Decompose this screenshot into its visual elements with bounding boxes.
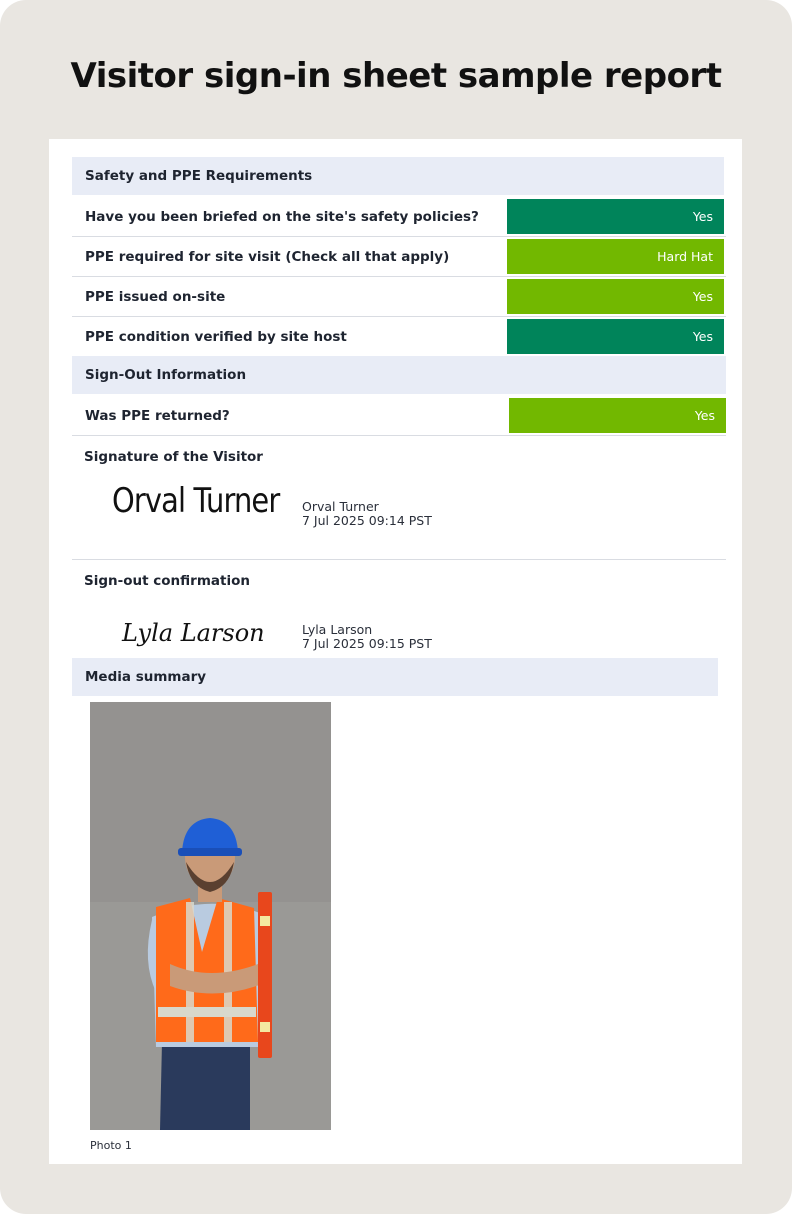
question-label: PPE required for site visit (Check all that apply) bbox=[85, 249, 450, 265]
page-title: Visitor sign-in sheet sample report bbox=[70, 56, 722, 96]
photo-caption: Photo 1 bbox=[90, 1139, 132, 1152]
question-label: Have you been briefed on the site's safety policies? bbox=[85, 209, 479, 225]
answer-badge: Yes bbox=[507, 199, 724, 234]
question-row bbox=[72, 237, 726, 277]
question-row bbox=[72, 277, 726, 317]
question-label: Was PPE returned? bbox=[85, 408, 230, 424]
answer-badge: Hard Hat bbox=[507, 239, 724, 274]
question-row bbox=[72, 396, 726, 436]
question-label: PPE condition verified by site host bbox=[85, 329, 347, 345]
question-label: PPE issued on-site bbox=[85, 289, 226, 305]
signer-name: Orval Turner bbox=[302, 499, 379, 514]
question-row bbox=[72, 197, 726, 237]
media-photo[interactable] bbox=[90, 702, 331, 1130]
signature-label: Signature of the Visitor bbox=[84, 449, 263, 465]
signout-confirmation-block bbox=[72, 573, 726, 657]
visitor-signature-block bbox=[72, 449, 726, 560]
signature-label: Sign-out confirmation bbox=[84, 573, 250, 589]
section-header-media: Media summary bbox=[72, 658, 718, 696]
answer-badge: Yes bbox=[507, 279, 724, 314]
report-sheet bbox=[49, 139, 742, 1164]
section-header-safety: Safety and PPE Requirements bbox=[72, 157, 724, 195]
question-row bbox=[72, 317, 726, 357]
signer-name: Lyla Larson bbox=[302, 622, 373, 637]
signer-datetime: 7 Jul 2025 09:15 PST bbox=[302, 636, 432, 651]
signout-signature-image: Lyla Larson bbox=[122, 619, 265, 647]
signer-datetime: 7 Jul 2025 09:14 PST bbox=[302, 513, 432, 528]
visitor-signature-image: Orval Turner bbox=[112, 481, 280, 521]
answer-badge: Yes bbox=[509, 398, 726, 433]
section-header-signout: Sign-Out Information bbox=[72, 356, 726, 394]
worker-photo-illustration bbox=[90, 702, 331, 1130]
answer-badge: Yes bbox=[507, 319, 724, 354]
